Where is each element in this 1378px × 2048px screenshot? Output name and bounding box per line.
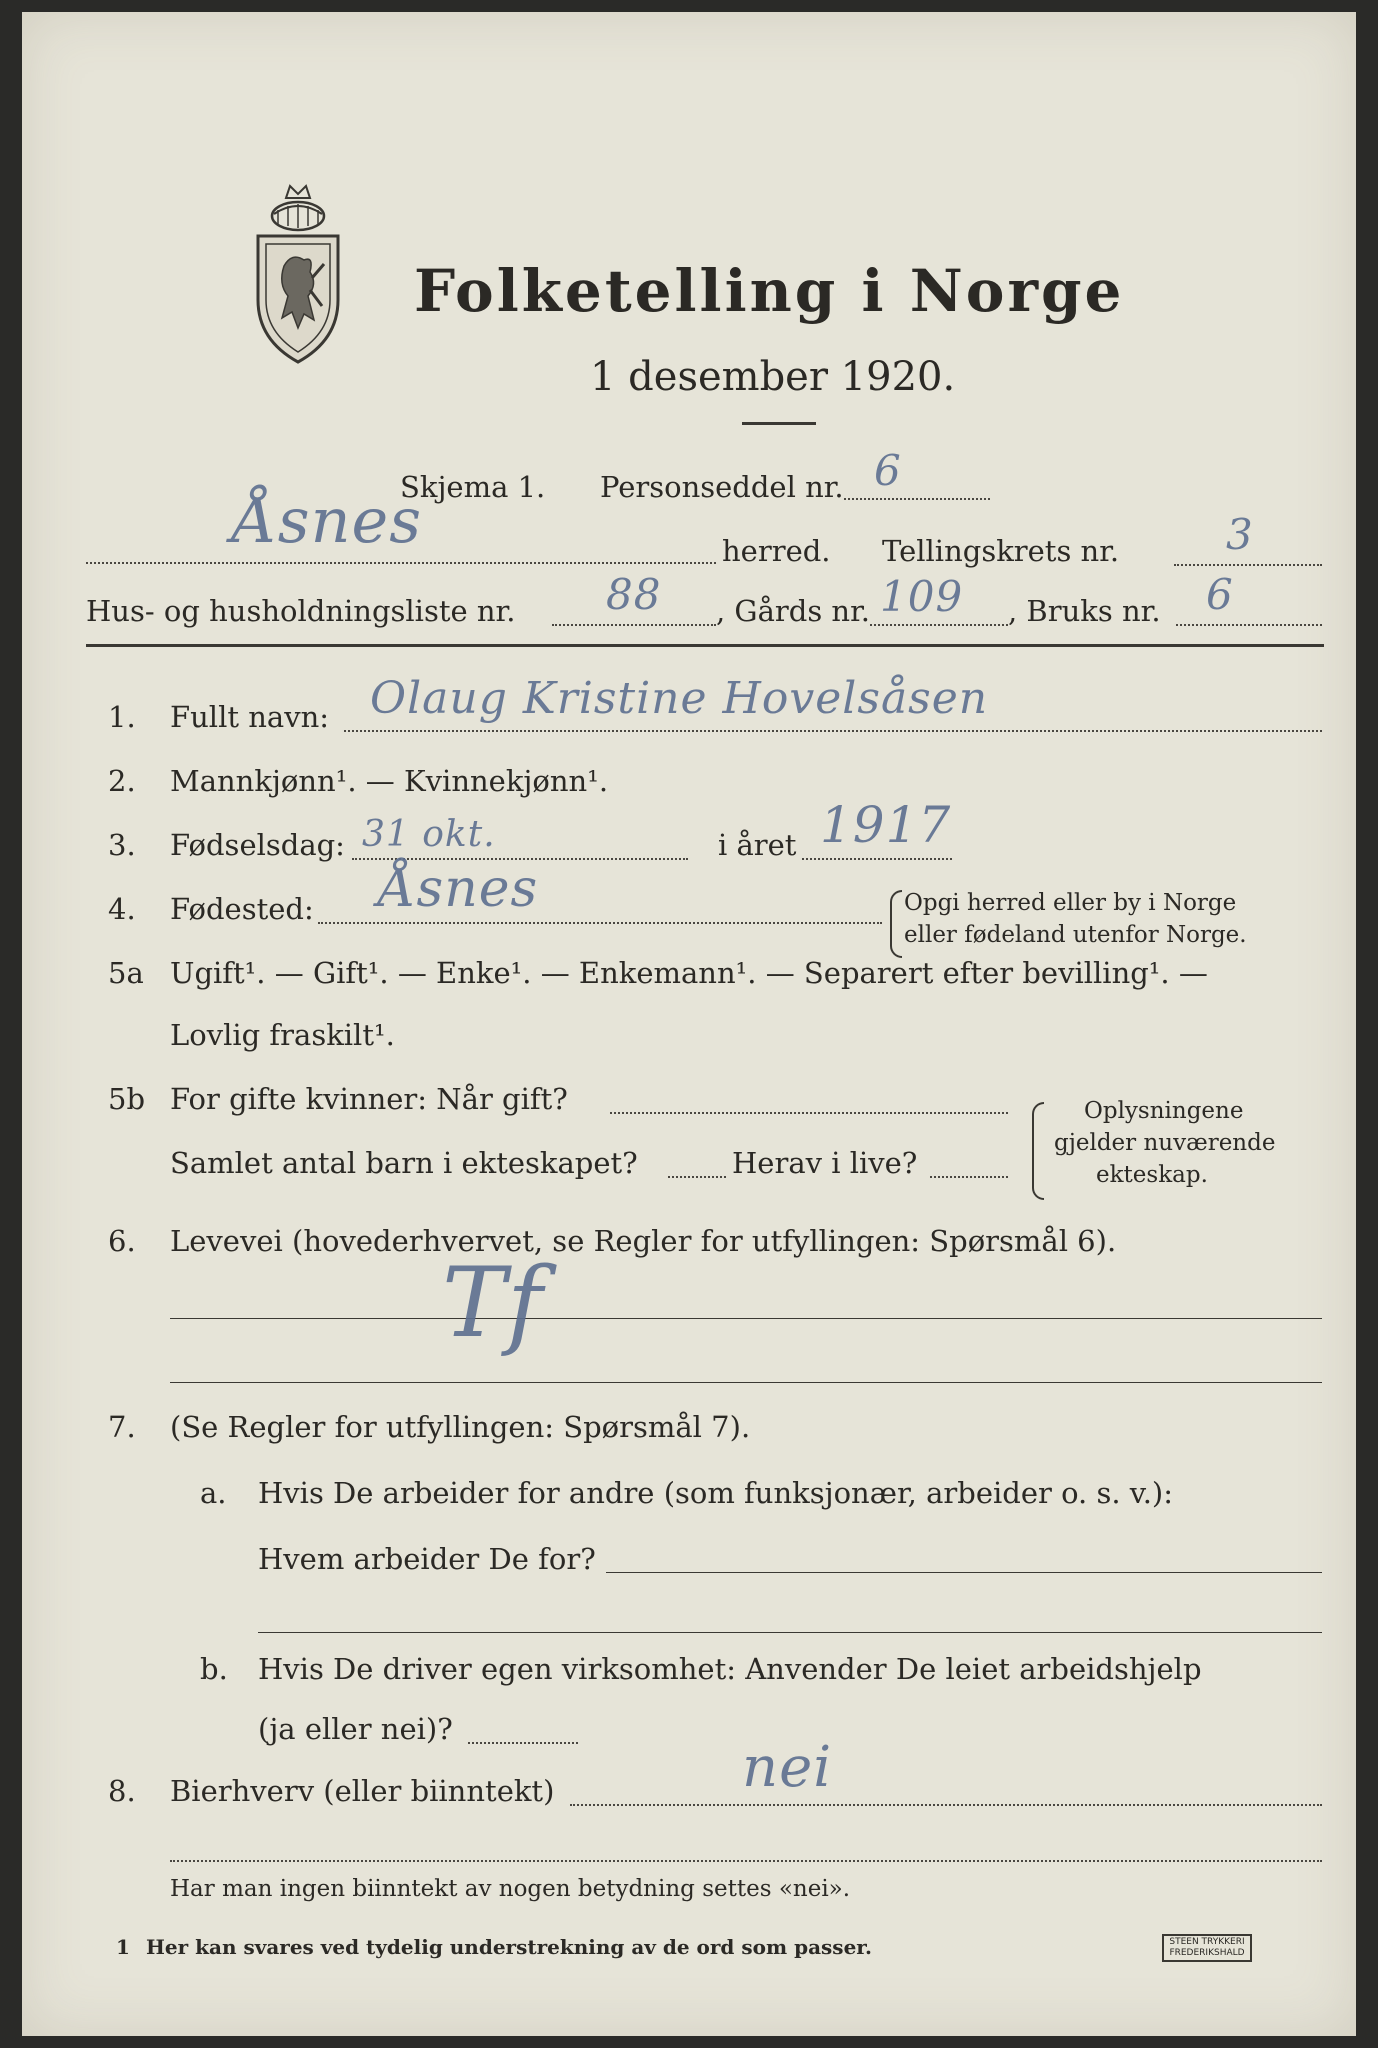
q4-label: Fødested:	[170, 892, 314, 926]
q3-number: 3.	[108, 828, 136, 862]
q4-note-line-1: Opgi herred eller by i Norge	[904, 890, 1237, 916]
header-rule	[86, 644, 1324, 647]
q8-line-2	[170, 1860, 1322, 1862]
q8-label: Bierhverv (eller biinntekt)	[170, 1774, 555, 1808]
q4-line	[318, 922, 882, 924]
birth-year-value[interactable]: 1917	[820, 796, 952, 854]
q5b-note-brace	[1032, 1102, 1044, 1200]
q5a-number: 5a	[108, 956, 144, 990]
herred-label: herred.	[722, 534, 831, 568]
q3-year-line	[802, 858, 952, 860]
q5a-label-2: Lovlig fraskilt¹.	[170, 1018, 395, 1052]
q7-number: 7.	[108, 1410, 136, 1444]
printer-stamp-line-1: STEEN TRYKKERI	[1169, 1937, 1245, 1947]
q5b-alive-line	[930, 1176, 1008, 1178]
birthday-value[interactable]: 31 okt.	[362, 814, 496, 855]
q7a-label-2: Hvem arbeider De for?	[258, 1542, 596, 1576]
printer-stamp	[1162, 1934, 1252, 1962]
q2-label: Mannkjønn¹. — Kvinnekjønn¹.	[170, 764, 609, 798]
personseddel-line	[844, 498, 990, 500]
form-title: Folketelling i Norge	[414, 257, 1125, 325]
gards-line	[870, 624, 1008, 626]
q6-number: 6.	[108, 1224, 136, 1258]
hus-line	[552, 624, 716, 626]
q4-number: 4.	[108, 892, 136, 926]
q5b-note-line-1: Oplysningene	[1084, 1098, 1244, 1124]
census-form-page	[22, 12, 1356, 2036]
herred-line	[86, 562, 716, 564]
occupation-value[interactable]: Tf	[442, 1247, 544, 1359]
form-date: 1 desember 1920.	[590, 354, 956, 400]
q6-line-1	[170, 1318, 1322, 1319]
personseddel-label: Personseddel nr.	[600, 470, 844, 504]
footnote-text: Her kan svares ved tydelig understrekning av de ord som passer.	[146, 1935, 872, 1959]
q7-label: (Se Regler for utfyllingen: Spørsmål 7).	[170, 1410, 751, 1444]
side-income-value[interactable]: nei	[742, 1735, 833, 1800]
q4-note-line-2: eller fødeland utenfor Norge.	[904, 922, 1247, 948]
q5b-children-line	[668, 1176, 726, 1178]
tellingskrets-line	[1174, 564, 1322, 566]
q8-number: 8.	[108, 1774, 136, 1808]
hus-value[interactable]: 88	[606, 570, 662, 619]
birthplace-value[interactable]: Åsnes	[378, 859, 539, 919]
printer-stamp-line-2: FREDERIKSHALD	[1169, 1948, 1245, 1958]
bruks-label: , Bruks nr.	[1008, 594, 1161, 628]
q1-label: Fullt navn:	[170, 700, 330, 734]
q3-label: Fødselsdag:	[170, 828, 345, 862]
q7a-label: Hvis De arbeider for andre (som funksjonær, arbeider o. s. v.):	[258, 1476, 1174, 1510]
footnote-mark: 1	[116, 1935, 130, 1959]
q5b-label: For gifte kvinner: Når gift?	[170, 1082, 568, 1116]
tellingskrets-label: Tellingskrets nr.	[882, 534, 1120, 568]
q5b-note-line-2: gjelder nuværende	[1054, 1130, 1276, 1156]
full-name-value[interactable]: Olaug Kristine Hovelsåsen	[370, 673, 989, 724]
gards-value[interactable]: 109	[880, 572, 964, 621]
personseddel-value[interactable]: 6	[874, 446, 902, 495]
q4-note-brace	[890, 890, 902, 958]
bruks-line	[1176, 624, 1322, 626]
coat-of-arms-icon	[248, 180, 348, 370]
q2-number: 2.	[108, 764, 136, 798]
q1-number: 1.	[108, 700, 136, 734]
q6-line-2	[170, 1382, 1322, 1383]
q7a-line-1	[606, 1572, 1322, 1573]
bruks-value[interactable]: 6	[1206, 570, 1234, 619]
q5b-married-line	[610, 1112, 1008, 1114]
q5b-number: 5b	[108, 1082, 146, 1116]
q8-line	[570, 1804, 1322, 1806]
q1-line	[344, 730, 1322, 732]
q5a-label: Ugift¹. — Gift¹. — Enke¹. — Enkemann¹. — Separert efter bevilling¹. —	[170, 956, 1208, 990]
q7b-line	[468, 1742, 578, 1744]
skjema-label: Skjema 1.	[400, 470, 546, 504]
q7b-label-2: (ja eller nei)?	[258, 1712, 453, 1746]
nei-note: Har man ingen biinntekt av nogen betydning settes «nei».	[170, 1876, 851, 1902]
q3-year-label: i året	[718, 828, 797, 862]
tellingskrets-value[interactable]: 3	[1226, 510, 1254, 559]
q7a-number: a.	[200, 1476, 227, 1510]
q5b-label-3: Herav i live?	[732, 1146, 918, 1180]
q6-label: Levevei (hovederhvervet, se Regler for utfyllingen: Spørsmål 6).	[170, 1224, 1117, 1258]
herred-value[interactable]: Åsnes	[232, 484, 423, 557]
q7b-number: b.	[200, 1652, 228, 1686]
q7b-label: Hvis De driver egen virksomhet: Anvender De leiet arbeidshjelp	[258, 1652, 1202, 1686]
gards-label: , Gårds nr.	[716, 594, 870, 628]
q7a-line-2	[258, 1632, 1322, 1633]
q5b-note-line-3: ekteskap.	[1096, 1162, 1208, 1188]
hus-label: Hus- og husholdningsliste nr.	[86, 594, 516, 628]
title-divider	[742, 422, 816, 425]
q5b-label-2: Samlet antal barn i ekteskapet?	[170, 1146, 638, 1180]
